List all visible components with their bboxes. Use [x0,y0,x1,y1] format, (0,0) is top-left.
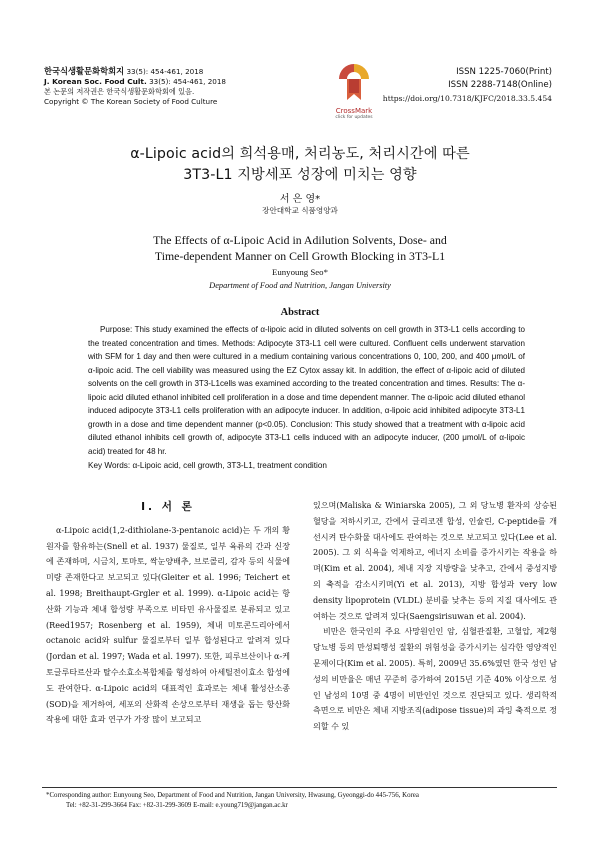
footnote-contact: Tel: +82-31-299-3664 Fax: +82-31-299-3609 E-mail: e.young719@jangan.ac.kr [66,802,288,809]
journal-name-en: J. Korean Soc. Food Cult. [44,77,147,86]
crossmark-label: CrossMark [335,107,373,115]
keywords: Key Words: α-Lipoic acid, cell growth, 3T3-L1, treatment condition [88,461,327,470]
paragraph: α-Lipoic acid(1,2-dithiolane-3-pentanoic acid)는 두 개의 황 원자를 함유하는(Snell et al. 1937) 물질로, 일부 육류의 간과 신장에 존재하며, 시금치, 토마토, 싹눈양배추, 브로콜리, 감자 등의 식물에 미량 존재한다고 보고되고 있다(Gleiter et al. 1996; Teichert et al. 1998; Breithaupt-Grgler et al. 1999). α-Lipoic acid는 항산화 기능과 체내 합성량 부족으로 비타민 유사물질로 분류되고 있고(Reed1957; Rosenberg et al. 1959), 체내 미토콘드리아에서 octanoic acid와 sulfur 물질로부터 일부 합성된다고 알려져 있다(Jordan et al. 1997; Wada et al. 1997). 또한, 피루브산이나 α-케토글루타르산과 탈수소효소복합체를 형성하여 아세틸전이효소 합성에도 관여한다. α-Lipoic acid의 대표적인 효과로는 체내 활성산소종 (SOD)을 제거하여, 세포의 산화적 손상으로부터 재생을 돕는 항산화 작용에 대한 효과 연구가 가장 많이 보고되고 [46,525,290,725]
journal-volume-kr: 33(5): 454-461, 2018 [126,67,204,76]
title-kr [0,144,600,186]
body-column-left [46,498,290,728]
author-kr: 서 은 영* [279,194,321,205]
title-en [0,232,600,264]
footnote [46,791,419,811]
paragraph: 비만은 한국인의 주요 사망원인인 암, 심혈관질환, 고혈압, 제2형 당뇨병 등의 만성퇴행성 질환의 위험성을 증가시키는 심각한 영양적인 문제이다(Kim et al. 2005). 특히, 2009년 35.6%였던 한국 성인 남성의 비만율은 매년 꾸준히 증가하여 2015년 기준 40% 이상으로 성인 남성의 10명 중 4명이 비만인인 것으로 진단되고 있다. 생리학적 측면으로 비만은 체내 지방조직(adipose tissue)의 과잉 축적으로 정의할 수 있 [313,627,557,732]
author-en: Eunyoung Seo* [272,267,328,277]
journal-header [44,66,226,107]
issn-online: ISSN 2288-7148(Online) [448,80,552,90]
body-column-right [313,498,557,735]
crossmark-sub: click for updates [335,115,373,120]
department-en: Department of Food and Nutrition, Jangan University [209,281,391,290]
title-kr-line1: α-Lipoic acid의 희석용매, 처리농도, 처리시간에 따른 [130,146,470,162]
copyright-kr: 본 논문의 저작권은 한국식생활문화학회에 있음. [44,87,195,96]
copyright-en: Copyright © The Korean Society of Food Culture [44,97,218,106]
crossmark-badge[interactable] [328,62,380,124]
journal-volume-en: 33(5): 454-461, 2018 [149,77,227,86]
abstract-text: Purpose: This study examined the effects of α-lipoic acid in diluted solvents on cell growth in 3T3-L1 cells according to the treated concentration and times. Methods: Adipocyte 3T3-L1 cell were cultured. Confluent cells underwent starvation with SFM for 1 day and then were cultured in a medium containing various concentrations 0, 100, 200, and 400 μmol/L of α-lipoic acid. The cell viability was measured using the EZ Cytox assay kit. In addition, the effect of α-lipoic acid of diluted solvents on the cell growth in 3T3-L1cells was examined according to the treated concentration and times. Results: The α-lipoic acid diluted ethanol inhibited cell proliferation in a dose and time dependent manner. The α-lipoic acid diluted ethanol induced adipocyte 3T3-L1 cells proliferation with an adipocyte inducer. In addition, α-lipoic acid inhibited adipocyte 3T3-L1 growth in a dose and time dependent manner (p<0.05). Conclusion: This study showed that a treatment with α-lipoic acid diluted ethanol inhibits cell growth of, adipocyte 3T3-L1 cells induced with an adipocyte inducer, (200 μmol/L of α-lipoic acid) treated for 48 hr. [88,325,525,456]
issn-block [383,66,552,105]
issn-print: ISSN 1225-7060(Print) [456,67,552,77]
paragraph: 있으며(Maliska & Winiarska 2005), 그 외 당뇨병 환자의 상승된 혈당을 저하시키고, 간에서 글리코겐 합성, 인슐린, C-peptide를 개선시켜 탄수화물 대사에도 관여하는 것으로 보고되고 있다(Lee et al. 2005). 그 외 식욕을 억제하고, 에너지 소비를 증가시키는 작용을 하며(Kim et al. 2004), 체내 지장 지방량을 낮추고, 간에서 중성지방의 축적을 감소시키며(Yi et al. 2013), 지방 합성과 very low density lipoprotein (VLDL) 분비를 낮추는 등의 지질 대사에도 관여하는 것으로 알려져 있다(Saengsirisuwan et al. 2004). [313,501,557,621]
affiliation-kr: 장안대학교 식품영양과 [262,206,338,215]
crossmark-icon [337,62,371,102]
journal-name-kr: 한국식생활문화학회지 [44,66,125,76]
abstract-heading: Abstract [280,307,320,318]
section-title: Ⅰ. 서 론 [141,501,195,513]
title-kr-line2: 3T3-L1 지방세포 성장에 미치는 영향 [183,167,417,183]
footnote-divider [42,787,557,788]
title-en-line1: The Effects of α-Lipoic Acid in Adilution Solvents, Dose- and [153,233,447,247]
footnote-corresponding: *Corresponding author: Eunyoung Seo, Department of Food and Nutrition, Jangan University, Hwasung, Gyeonggi-do 445-756, Korea [46,792,419,799]
doi-link[interactable]: https://doi.org/10.7318/KJFC/2018.33.5.454 [382,94,552,103]
title-en-line2: Time-dependent Manner on Cell Growth Blocking in 3T3-L1 [154,249,446,263]
